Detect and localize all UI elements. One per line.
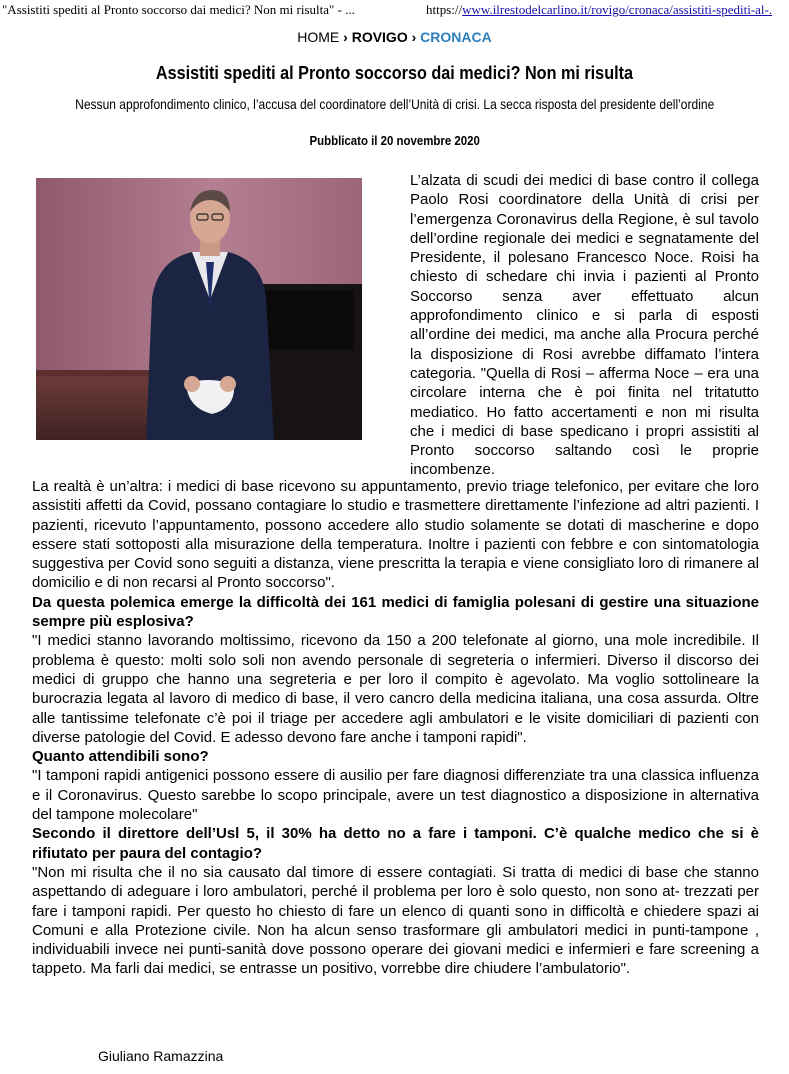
article-paragraph: La realtà è un’altra: i medici di base ricevono su appuntamento, previo triage telefonico, per evitare che loro assistiti affetti da Covid, possano contagiare lo studio e trasmettere direttamente l’infezione ad altri pazienti. I pazienti, ricevuto l’appuntamento, possono accedere allo studio solamente se dotati di mascherine e dopo essere stati sottoposti alla misurazione della temperatura. Inoltre i pazienti con febbre e con sintomatologia suggestiva per Covid sono seguiti a distanza, viene prescritta la terapia e viene consigliato loro di rimanere al domicilio e di non recarsi al Pronto soccorso". <box>32 478 759 592</box>
article-body <box>32 477 759 979</box>
article-title: Assistiti spediti al Pronto soccorso dai medici? Non mi risulta <box>155 63 634 83</box>
article-author: Giuliano Ramazzina <box>98 1048 224 1064</box>
publish-date: Pubblicato il 20 novembre 2020 <box>309 133 480 148</box>
breadcrumb-separator: › <box>411 29 417 45</box>
breadcrumb-separator: › <box>343 29 348 45</box>
interview-answer: "I tamponi rapidi antigenici possono essere di ausilio per fare diagnosi differenziate tra una classica influenza e il Coronavirus. Questo sarebbe lo scopo principale, avere un test diagnostico a disposizione in alternativa del tampone molecolare" <box>32 767 759 824</box>
interview-question: Quanto attendibili sono? <box>32 748 209 766</box>
interview-answer: "I medici stanno lavorando moltissimo, ricevono da 150 a 200 telefonate al giorno, una mole incredibile. Il problema è questo: molti solo soli non avendo personale di segreteria o infermieri. Diverso il discorso dei medici di gruppo che hanno una segreteria e per loro il compito è agevolato. Ma voglio sottolineare la burocrazia legata al lavoro di medico di base, il vero cancro della medicina italiana, una cosa assurda. Oltre alle tantissime telefonate c’è poi il triage per accedere agli ambulatori e le visite domiciliari di pazienti con diverse patologie del Covid. E adesso devono fare anche i tamponi rapidi". <box>32 632 759 746</box>
print-header-title: "Assistiti spediti al Pronto soccorso dai medici? Non mi risulta" - ... <box>2 2 355 17</box>
article-subtitle: Nessun approfondimento clinico, l’accusa del coordinatore dell’Unità di crisi. La secca risposta del presidente dell’ordine <box>75 96 715 112</box>
print-header-url[interactable] <box>426 0 772 20</box>
breadcrumb-section[interactable]: ROVIGO <box>351 29 408 45</box>
interview-question: Da questa polemica emerge la difficoltà dei 161 medici di famiglia polesani di gestire una situazione sempre più esplosiva? <box>32 593 759 631</box>
print-header-url-link[interactable]: www.ilrestodelcarlino.it/rovigo/cronaca/assistiti-spediti-al-. <box>462 2 773 17</box>
article-lead: L’alzata di scudi dei medici di base contro il collega Paolo Rosi coordinatore della Unità di crisi per l’emergenza Coronavirus della Regione, è sul tavolo dell’ordine regionale dei medici e segnatamente del Presidente, il polesano Francesco Noce. Roisi ha chiesto di schedare chi invia i pazienti al Pronto Soccorso senza aver effettuato alcun approfondimento clinico e si parla di esposti all’ordine dei medici, ma anche alla Procura perché la disposizione di Rosi avrebbe diffamato l’intera categoria. "Quella di Rosi – afferma Noce – era una circolare interna che è poi finita nel tritatutto mediatico. Ho fatto accertamenti e non mi risulta che i medici di base spedicano i propri assistiti al Pronto soccorso saltando così le proprie incombenze. <box>410 172 759 479</box>
interview-answer: "Non mi risulta che il no sia causato dal timore di essere contagiati. Si tratta di medici di base che stanno aspettando di adeguare i loro ambulatori, perché il problema per loro è solo questo, non sono at- trezzati per fare i tamponi rapidi. Per questo ho chiesto di fare un elenco di quanti sono in difficoltà e chiedere spazi ai Comuni e alla Protezione civile. Non ha alcun senso trasformare gli ambulatori medici in punti-tampone , individuabili invece nei punti-sanità dove possono operare dei giovani medici e infermieri e fare screening a tappeto. Ma farli dai medici, se entrasse un positivo, vorrebbe dire chiudere l’ambulatorio". <box>32 863 759 978</box>
print-header <box>0 0 789 20</box>
breadcrumb <box>0 27 789 47</box>
article-photo <box>36 178 362 440</box>
interview-question: Secondo il direttore dell’Usl 5, il 30% ha detto no a fare i tamponi. C’è qualche medico che si è rifiutato per paura del contagio? <box>32 825 759 862</box>
print-header-url-prefix: https:// <box>426 2 463 17</box>
breadcrumb-current[interactable]: CRONACA <box>420 29 492 45</box>
breadcrumb-home[interactable]: HOME <box>297 29 340 45</box>
